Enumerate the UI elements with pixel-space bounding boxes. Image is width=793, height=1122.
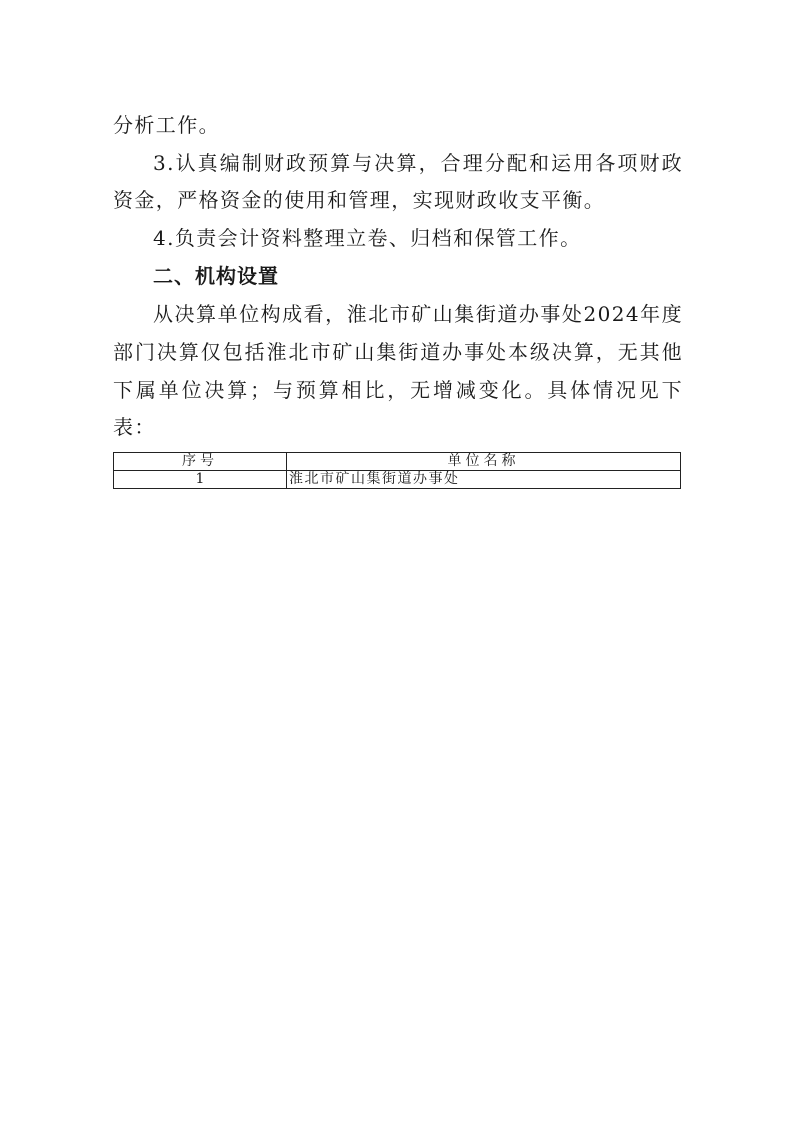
table-cell-no: 1 [114,471,287,489]
table-row [114,471,681,489]
paragraph-line: 下属单位决算；与预算相比，无增减变化。具体情况见下 [113,378,683,402]
paragraph-line: 表： [113,415,156,439]
table-header-row [114,453,681,471]
paragraph-line: 分析工作。 [113,113,220,137]
column-header-no: 序号 [114,453,287,471]
section-heading: 二、机构设置 [153,264,279,288]
paragraph-line: 3.认真编制财政预算与决算，合理分配和运用各项财政 [153,151,683,175]
table-cell-name: 淮北市矿山集街道办事处 [287,471,681,489]
paragraph-line: 部门决算仅包括淮北市矿山集街道办事处本级决算，无其他 [113,340,683,364]
paragraph-line: 从决算单位构成看，淮北市矿山集街道办事处2024年度 [153,302,683,326]
column-header-name: 单位名称 [287,453,681,471]
paragraph-line: 4.负责会计资料整理立卷、归档和保管工作。 [153,226,582,250]
paragraph-line: 资金，严格资金的使用和管理，实现财政收支平衡。 [113,188,606,212]
units-table [113,452,681,489]
